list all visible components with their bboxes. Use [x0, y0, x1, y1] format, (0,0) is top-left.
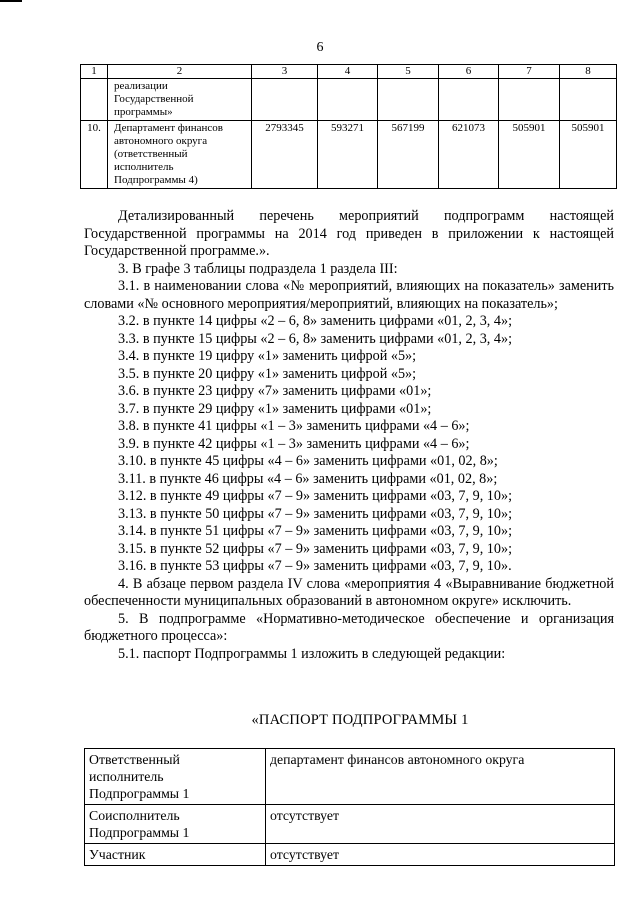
- passport-label: [85, 805, 266, 844]
- passport-table: [84, 748, 615, 866]
- passport-label-line: Ответственный: [89, 752, 180, 767]
- row-name-line: Департамент финансов: [114, 122, 224, 134]
- paragraph: 4. В абзаце первом раздела IV слова «мероприятия 4 «Выравнивание бюджетной обеспеченности муниципальных образований в автономном округе» исключить.: [84, 575, 614, 609]
- passport-label-line: исполнитель: [89, 769, 164, 784]
- passport-row: [85, 844, 615, 866]
- value-cell: [318, 79, 378, 121]
- passport-label-line: Подпрограммы 1: [89, 786, 190, 801]
- row-name: [108, 79, 252, 121]
- row-number: [81, 79, 108, 121]
- passport-label-line: Подпрограммы 1: [89, 825, 190, 840]
- list-item: 3.10. в пункте 45 цифры «4 – 6» заменить цифрами «01, 02, 8»;: [118, 453, 498, 469]
- table-row: [81, 79, 617, 121]
- row-name-line: реализации: [114, 80, 168, 92]
- value-cell: 593271: [318, 121, 378, 189]
- header-cell: 4: [318, 65, 378, 79]
- value-cell: [252, 79, 318, 121]
- value-cell: [499, 79, 560, 121]
- row-name-line: автономного округа: [114, 135, 208, 147]
- value-cell: 505901: [560, 121, 617, 189]
- budget-table: [80, 64, 617, 189]
- passport-label: [85, 749, 266, 805]
- corner-mark: [0, 0, 22, 2]
- list-item: 3.8. в пункте 41 цифры «1 – 3» заменить цифрами «4 – 6»;: [118, 418, 470, 434]
- table-row: [81, 121, 617, 189]
- list-item: 3.11. в пункте 46 цифры «4 – 6» заменить цифрами «01, 02, 8»;: [118, 470, 498, 487]
- list-item: 3.9. в пункте 42 цифры «1 – 3» заменить цифрами «4 – 6»;: [118, 435, 470, 452]
- paragraph: 3. В графе 3 таблицы подраздела 1 раздела III:: [118, 260, 398, 277]
- list-item: 3.12. в пункте 49 цифры «7 – 9» заменить цифрами «03, 7, 9, 10»;: [118, 488, 513, 504]
- passport-value: отсутствует: [266, 844, 615, 866]
- header-cell: 1: [81, 65, 108, 79]
- paragraph: 5. В подпрограмме «Нормативно-методическое обеспечение и организация бюджетного процесса»:: [84, 610, 614, 644]
- value-cell: 567199: [378, 121, 439, 189]
- passport-value: департамент финансов автономного округа: [266, 749, 615, 805]
- paragraph: 5.1. паспорт Подпрограммы 1 изложить в следующей редакции:: [118, 645, 506, 662]
- value-cell: 621073: [439, 121, 499, 189]
- row-name-line: программы»: [114, 106, 173, 118]
- list-item: 3.6. в пункте 23 цифру «7» заменить цифрами «01»;: [118, 383, 432, 399]
- list-item: 3.15. в пункте 52 цифры «7 – 9» заменить цифрами «03, 7, 9, 10»;: [118, 540, 513, 557]
- table-header-row: [81, 65, 617, 79]
- list-item: 3.4. в пункте 19 цифру «1» заменить цифрой «5»;: [118, 348, 417, 364]
- passport-row: [85, 805, 615, 844]
- passport-value: отсутствует: [266, 805, 615, 844]
- list-item: 3.2. в пункте 14 цифры «2 – 6, 8» заменить цифрами «01, 2, 3, 4»;: [118, 313, 513, 329]
- row-name: [108, 121, 252, 189]
- list-item: 3.5. в пункте 20 цифру «1» заменить цифрой «5»;: [118, 365, 417, 382]
- header-cell: 6: [439, 65, 499, 79]
- value-cell: 505901: [499, 121, 560, 189]
- header-cell: 7: [499, 65, 560, 79]
- list-item: 3.16. в пункте 53 цифры «7 – 9» заменить цифрами «03, 7, 9, 10».: [118, 558, 512, 574]
- page-number: 6: [316, 40, 324, 55]
- passport-row: [85, 749, 615, 805]
- header-cell: 5: [378, 65, 439, 79]
- list-item: 3.7. в пункте 29 цифру «1» заменить цифрами «01»;: [118, 400, 432, 417]
- passport-title: «ПАСПОРТ ПОДПРОГРАММЫ 1: [251, 712, 469, 728]
- header-cell: 3: [252, 65, 318, 79]
- paragraph: 3.1. в наименовании слова «№ мероприятий, влияющих на показатель» заменить словами «№ основного мероприятия/мероприятий, влияющих на показатель»;: [84, 278, 614, 312]
- header-cell: 2: [108, 65, 252, 79]
- passport-label-line: Участник: [89, 847, 146, 862]
- row-name-line: Государственной: [114, 93, 194, 105]
- value-cell: [439, 79, 499, 121]
- passport-label: [85, 844, 266, 866]
- document-body: [84, 208, 614, 663]
- list-item: 3.13. в пункте 50 цифры «7 – 9» заменить цифрами «03, 7, 9, 10»;: [118, 505, 513, 522]
- passport-label-line: Соисполнитель: [89, 808, 180, 823]
- paragraph: Детализированный перечень мероприятий подпрограмм настоящей Государственной программы на 2014 год приведен в приложении к настоящей Государственной программе.».: [84, 208, 614, 259]
- row-name-line: Подпрограммы 4): [114, 174, 198, 186]
- list-item: 3.14. в пункте 51 цифры «7 – 9» заменить цифрами «03, 7, 9, 10»;: [118, 523, 513, 539]
- header-cell: 8: [560, 65, 617, 79]
- row-name-line: (ответственный: [114, 148, 188, 160]
- row-name-line: исполнитель: [114, 161, 174, 173]
- list-item: 3.3. в пункте 15 цифры «2 – 6, 8» заменить цифрами «01, 2, 3, 4»;: [118, 330, 513, 347]
- value-cell: 2793345: [252, 121, 318, 189]
- row-number: 10.: [81, 121, 108, 189]
- value-cell: [560, 79, 617, 121]
- value-cell: [378, 79, 439, 121]
